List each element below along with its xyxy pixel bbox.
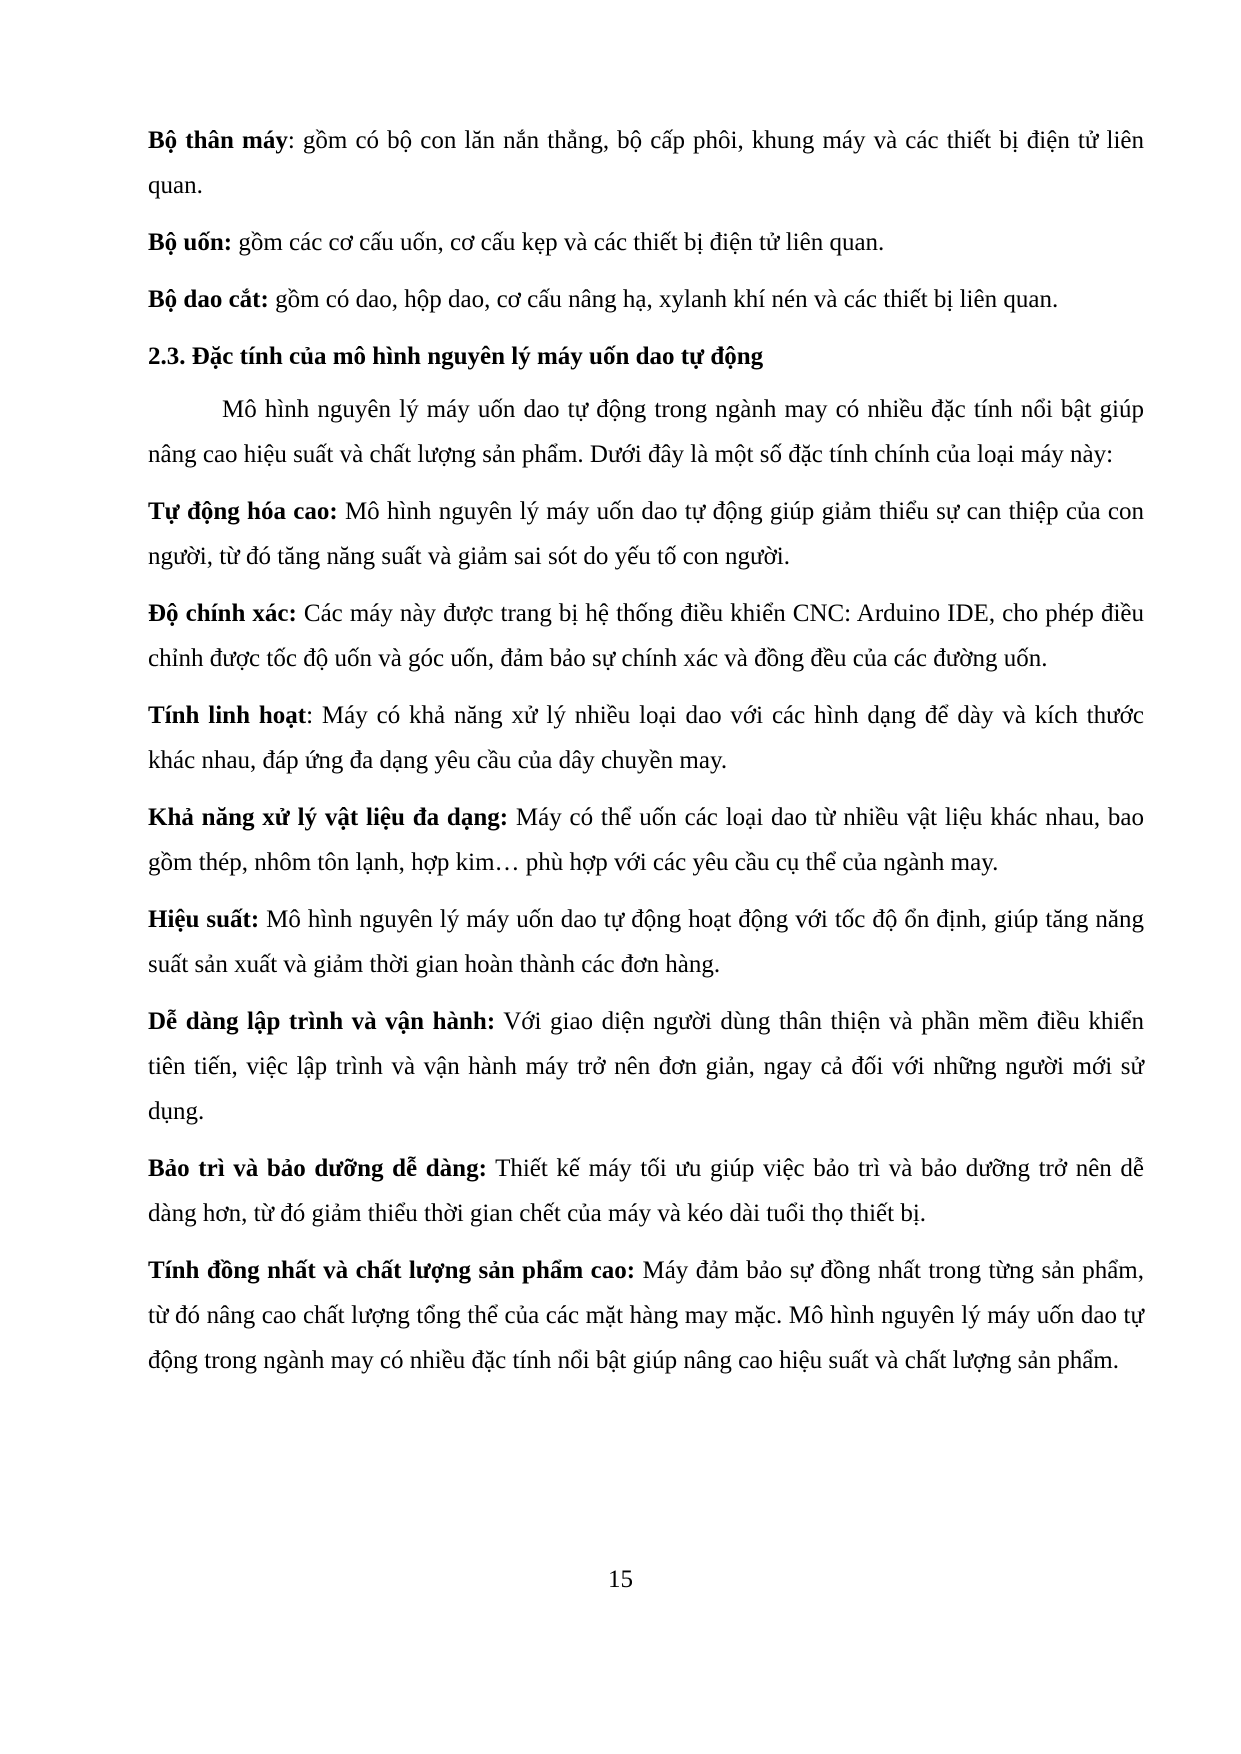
feature-hieu-suat [148, 897, 1144, 987]
text-bo-uon: gồm các cơ cấu uốn, cơ cấu kẹp và các thiết bị điện tử liên quan. [232, 229, 885, 256]
feature-term: Hiệu suất: [148, 906, 260, 933]
paragraph-dao-cat [148, 277, 1144, 322]
feature-text: Mô hình nguyên lý máy uốn dao tự động hoạt động với tốc độ ổn định, giúp tăng năng suất sản xuất và giảm thời gian hoàn thành các đơn hàng. [148, 906, 1144, 978]
feature-linh-hoat [148, 693, 1144, 783]
feature-term: Tính linh hoạt [148, 702, 307, 729]
feature-text: : Máy có khả năng xử lý nhiều loại dao với các hình dạng để dày và kích thước khác nhau, đáp ứng đa dạng yêu cầu của dây chuyền may. [148, 702, 1144, 774]
page-body [148, 118, 1144, 1395]
feature-term: Tính đồng nhất và chất lượng sản phẩm cao: [148, 1257, 636, 1284]
paragraph-than-may [148, 118, 1144, 208]
feature-text: Với giao diện người dùng thân thiện và phần mềm điều khiển tiên tiến, việc lập trình và vận hành máy trở nên đơn giản, ngay cả đối với những người mới sử dụng. [148, 1008, 1144, 1125]
feature-term: Tự động hóa cao: [148, 498, 338, 525]
feature-lap-trinh [148, 999, 1144, 1134]
feature-do-chinh-xac [148, 591, 1144, 681]
feature-term: Độ chính xác: [148, 600, 297, 627]
feature-text: Mô hình nguyên lý máy uốn dao tự động giúp giảm thiểu sự can thiệp của con người, từ đó tăng năng suất và giảm sai sót do yếu tố con người. [148, 498, 1144, 570]
feature-text: Máy đảm bảo sự đồng nhất trong từng sản phẩm, từ đó nâng cao chất lượng tổng thể của các mặt hàng may mặc. Mô hình nguyên lý máy uốn dao tự động trong ngành may có nhiều đặc tính nổi bật giúp nâng cao hiệu suất và chất lượng sản phẩm. [148, 1257, 1145, 1374]
term-bo-uon: Bộ uốn: [148, 229, 233, 256]
feature-term: Khả năng xử lý vật liệu đa dạng: [148, 804, 509, 831]
feature-term: Dễ dàng lập trình và vận hành: [148, 1008, 496, 1035]
feature-text: Máy có thể uốn các loại dao từ nhiều vật liệu khác nhau, bao gồm thép, nhôm tôn lạnh, hợp kim… phù hợp với các yêu cầu cụ thể của ngành may. [148, 804, 1144, 876]
intro-paragraph: Mô hình nguyên lý máy uốn dao tự động trong ngành may có nhiều đặc tính nổi bật giúp nâng cao hiệu suất và chất lượng sản phẩm. Dưới đây là một số đặc tính chính của loại máy này: [148, 396, 1144, 468]
feature-dong-nhat [148, 1248, 1144, 1383]
feature-bao-tri [148, 1146, 1144, 1236]
feature-tu-dong-hoa [148, 489, 1144, 579]
term-dao-cat: Bộ dao cắt: [148, 286, 269, 313]
feature-term: Bảo trì và bảo dưỡng dễ dàng: [148, 1155, 487, 1182]
term-than-may: Bộ thân máy [148, 127, 288, 154]
text-than-may: : gồm có bộ con lăn nắn thẳng, bộ cấp phôi, khung máy và các thiết bị điện tử liên quan. [148, 127, 1145, 199]
text-dao-cat: gồm có dao, hộp dao, cơ cấu nâng hạ, xylanh khí nén và các thiết bị liên quan. [268, 286, 1059, 313]
feature-text: Thiết kế máy tối ưu giúp việc bảo trì và bảo dưỡng trở nên dễ dàng hơn, từ đó giảm thiểu thời gian chết của máy và kéo dài tuổi thọ thiết bị. [148, 1155, 1144, 1227]
paragraph-bo-uon [148, 220, 1144, 265]
page-number: 15 [608, 1566, 633, 1593]
feature-vat-lieu [148, 795, 1144, 885]
feature-text: Các máy này được trang bị hệ thống điều khiển CNC: Arduino IDE, cho phép điều chỉnh được tốc độ uốn và góc uốn, đảm bảo sự chính xác và đồng đều của các đường uốn. [148, 600, 1144, 672]
section-heading: 2.3. Đặc tính của mô hình nguyên lý máy uốn dao tự động [148, 343, 764, 370]
